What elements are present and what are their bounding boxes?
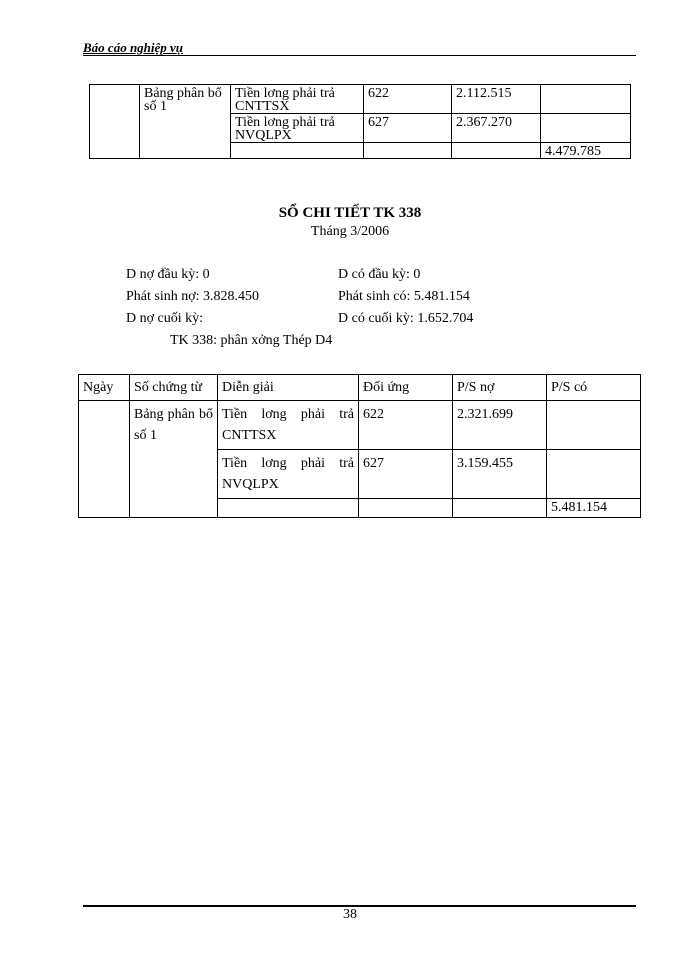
account-cell: 622 [364, 85, 452, 114]
credit-cell [541, 85, 631, 114]
credit-cell [547, 450, 641, 499]
document-cell [140, 85, 231, 159]
page-number: 38 [343, 907, 357, 922]
previous-ledger-table-continuation [89, 84, 631, 159]
opening-debit-balance: D nợ đầu kỳ: 0 [126, 267, 210, 282]
credit-total-cell: 4.479.785 [541, 143, 631, 159]
arising-credit: Phát sinh có: 5.481.154 [338, 289, 470, 304]
debit-cell [452, 143, 541, 159]
account-cell [364, 143, 452, 159]
description-cell [231, 143, 364, 159]
closing-debit-balance: D nợ cuối kỳ: [126, 311, 204, 326]
document-cell: Bảng phân bổ số 1 [130, 401, 218, 518]
debit-cell: 3.159.455 [453, 450, 547, 499]
column-header-description: Diễn giải [218, 375, 359, 401]
credit-cell [547, 401, 641, 450]
date-cell [79, 401, 130, 518]
ledger-title: SỔ CHI TIẾT TK 338 [278, 205, 422, 221]
description-text: Tiền lơng phải trả CNTTSX [235, 86, 335, 114]
debit-cell: 2.367.270 [452, 114, 541, 143]
description-cell [231, 114, 364, 143]
column-header-credit: P/S có [547, 375, 641, 401]
report-header-title: Báo cáo nghiệp vụ [83, 40, 184, 55]
debit-cell [453, 499, 547, 518]
table-row [90, 85, 631, 114]
description-cell [231, 85, 364, 114]
debit-cell: 2.321.699 [453, 401, 547, 450]
column-header-date: Ngày [79, 375, 130, 401]
ledger-table [78, 374, 641, 518]
credit-cell [541, 114, 631, 143]
header-divider [83, 55, 636, 56]
table-row [79, 401, 641, 450]
closing-credit-balance: D có cuối kỳ: 1.652.704 [338, 311, 474, 326]
column-header-document: Số chứng từ [130, 375, 218, 401]
opening-credit-balance: D có đầu kỳ: 0 [338, 267, 421, 282]
description-cell: Tiền lơng phải trả CNTTSX [218, 401, 359, 450]
account-cell [359, 499, 453, 518]
ledger-period: Tháng 3/2006 [310, 224, 390, 239]
account-cell: 627 [364, 114, 452, 143]
column-header-contra-account: Đối ứng [359, 375, 453, 401]
credit-total-cell: 5.481.154 [547, 499, 641, 518]
description-cell [218, 499, 359, 518]
date-cell [90, 85, 140, 159]
table-header-row [79, 375, 641, 401]
debit-cell: 2.112.515 [452, 85, 541, 114]
account-cell: 622 [359, 401, 453, 450]
arising-debit: Phát sinh nợ: 3.828.450 [126, 289, 260, 304]
column-header-debit: P/S nợ [453, 375, 547, 401]
account-cell: 627 [359, 450, 453, 499]
document-label: Bảng phân bổ số 1 [144, 86, 222, 114]
description-cell: Tiền lơng phải trả NVQLPX [218, 450, 359, 499]
description-text: Tiền lơng phải trả NVQLPX [235, 115, 335, 143]
account-workshop-line: TK 338: phân xởng Thép D4 [170, 333, 333, 348]
